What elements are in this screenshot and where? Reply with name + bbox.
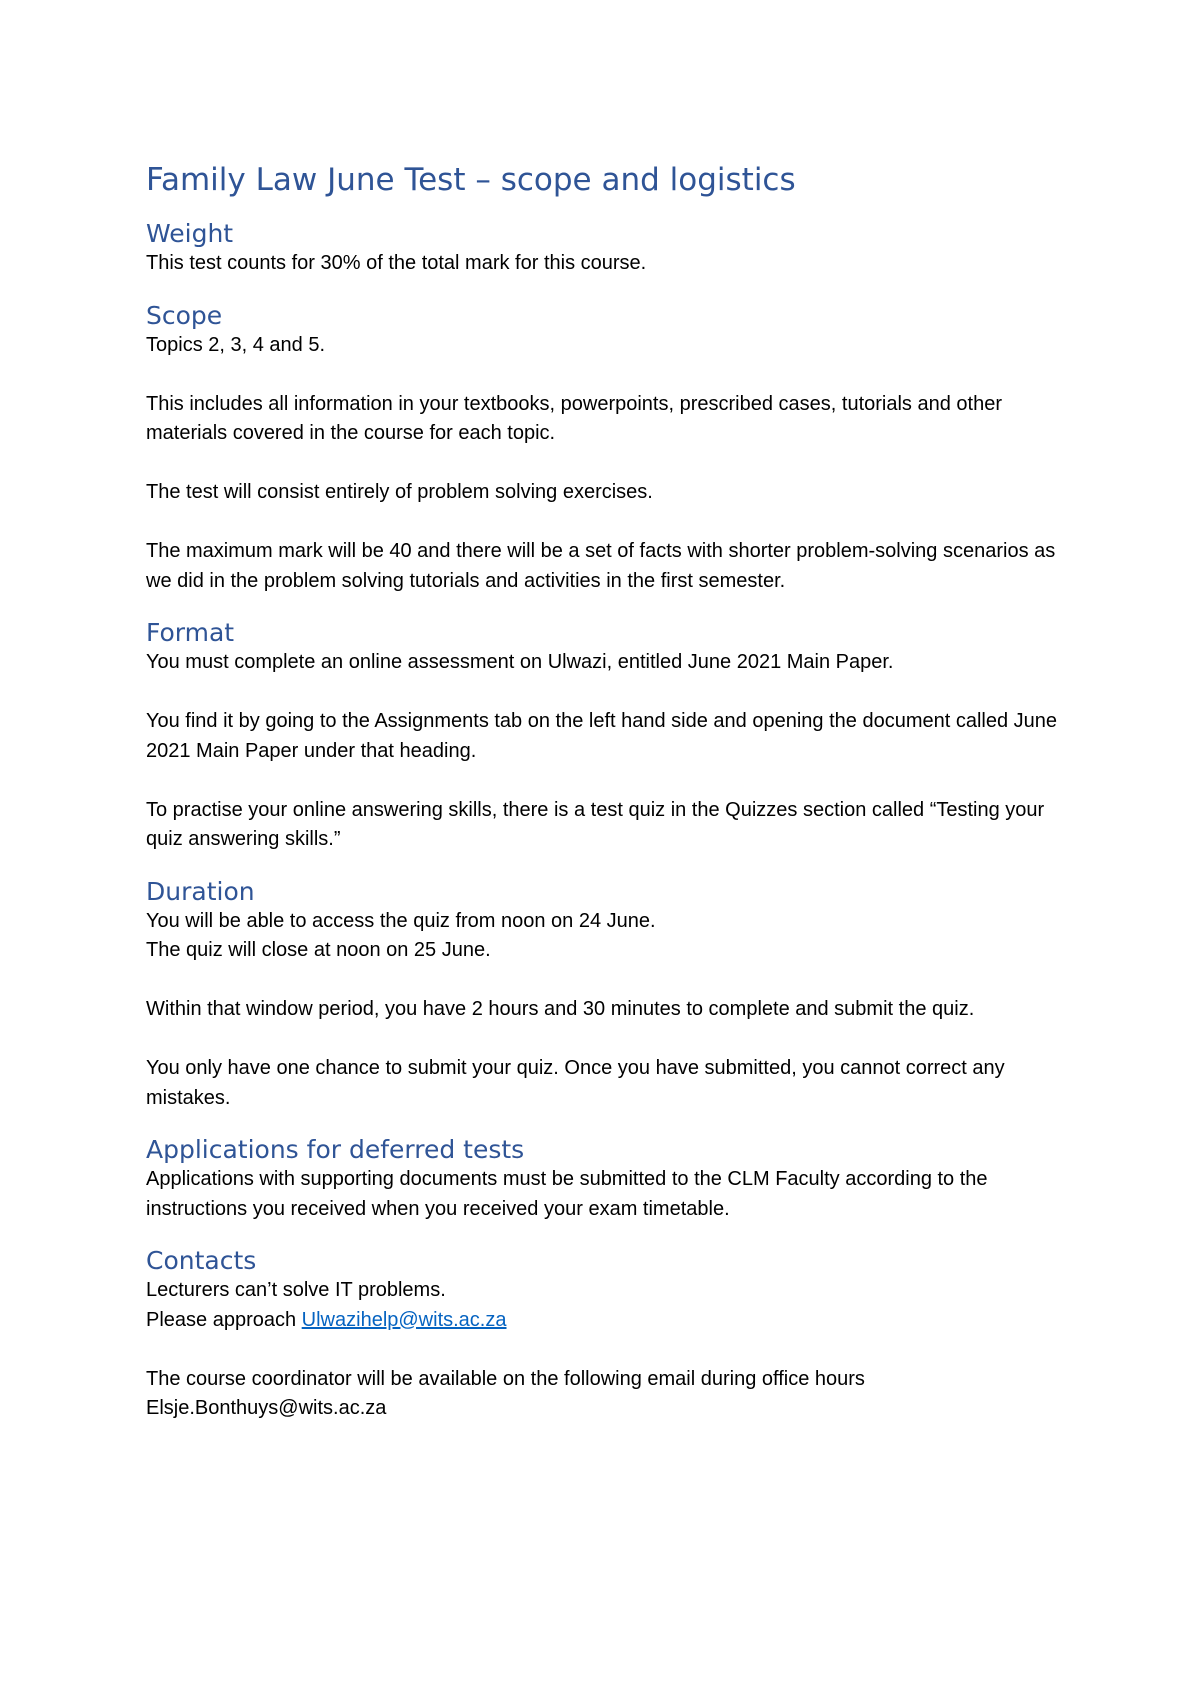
scope-heading: Scope	[146, 300, 223, 330]
duration-window: Within that window period, you have 2 hours and 30 minutes to complete and submit the quiz.	[146, 998, 975, 1020]
contacts-coordinator	[146, 1365, 1066, 1424]
format-practise: To practise your online answering skills, there is a test quiz in the Quizzes section called “Testing your quiz answering skills.”	[146, 798, 1045, 850]
coordinator-text: The course coordinator will be available on the following email during office hours	[146, 1367, 865, 1390]
format-online: You must complete an online assessment on Ulwazi, entitled June 2021 Main Paper.	[146, 651, 894, 673]
format-heading: Format	[146, 618, 235, 647]
duration-access: You will be able to access the quiz from noon on 24 June.	[146, 909, 656, 932]
help-email-link[interactable]: Ulwazihelp@wits.ac.za	[301, 1308, 507, 1331]
scope-max-mark: The maximum mark will be 40 and there will be a set of facts with shorter problem-solving scenarios as we did in the problem solving tutorials and activities in the first semester.	[146, 540, 1056, 592]
scope-consist: The test will consist entirely of problem solving exercises.	[146, 481, 653, 503]
deferred-heading: Applications for deferred tests	[146, 1135, 525, 1164]
document-page	[146, 160, 1066, 1445]
deferred-text: Applications with supporting documents must be submitted to the CLM Faculty according to the instructions you received when you received your exam timetable.	[146, 1168, 988, 1220]
document-title: Family Law June Test – scope and logistics	[146, 162, 796, 198]
weight-heading: Weight	[146, 219, 234, 248]
coordinator-email: Elsje.Bonthuys@wits.ac.za	[146, 1397, 387, 1419]
section-scope	[146, 300, 1066, 597]
contacts-approach-prefix: Please approach	[146, 1308, 302, 1331]
contacts-heading: Contacts	[146, 1246, 257, 1275]
scope-topics: Topics 2, 3, 4 and 5.	[146, 333, 326, 356]
scope-includes: This includes all information in your textbooks, powerpoints, prescribed cases, tutorials and other materials covered in the course for each topic.	[146, 392, 1002, 444]
section-deferred	[146, 1134, 1066, 1224]
duration-close: The quiz will close at noon on 25 June.	[146, 939, 491, 961]
duration-chance: You only have one chance to submit your quiz. Once you have submitted, you cannot correct any mistakes.	[146, 1057, 1005, 1109]
section-duration	[146, 876, 1066, 1114]
weight-text: This test counts for 30% of the total mark for this course.	[146, 252, 647, 274]
duration-times	[146, 907, 1066, 966]
section-contacts	[146, 1245, 1066, 1424]
format-find: You find it by going to the Assignments tab on the left hand side and opening the document called June 2021 Main Paper under that heading.	[146, 710, 1058, 762]
contacts-approach-line	[146, 1306, 1066, 1336]
section-format	[146, 617, 1066, 855]
section-weight	[146, 218, 1066, 279]
contacts-it-problems: Lecturers can’t solve IT problems.	[146, 1279, 446, 1301]
contacts-it	[146, 1276, 1066, 1335]
duration-heading: Duration	[146, 876, 255, 906]
